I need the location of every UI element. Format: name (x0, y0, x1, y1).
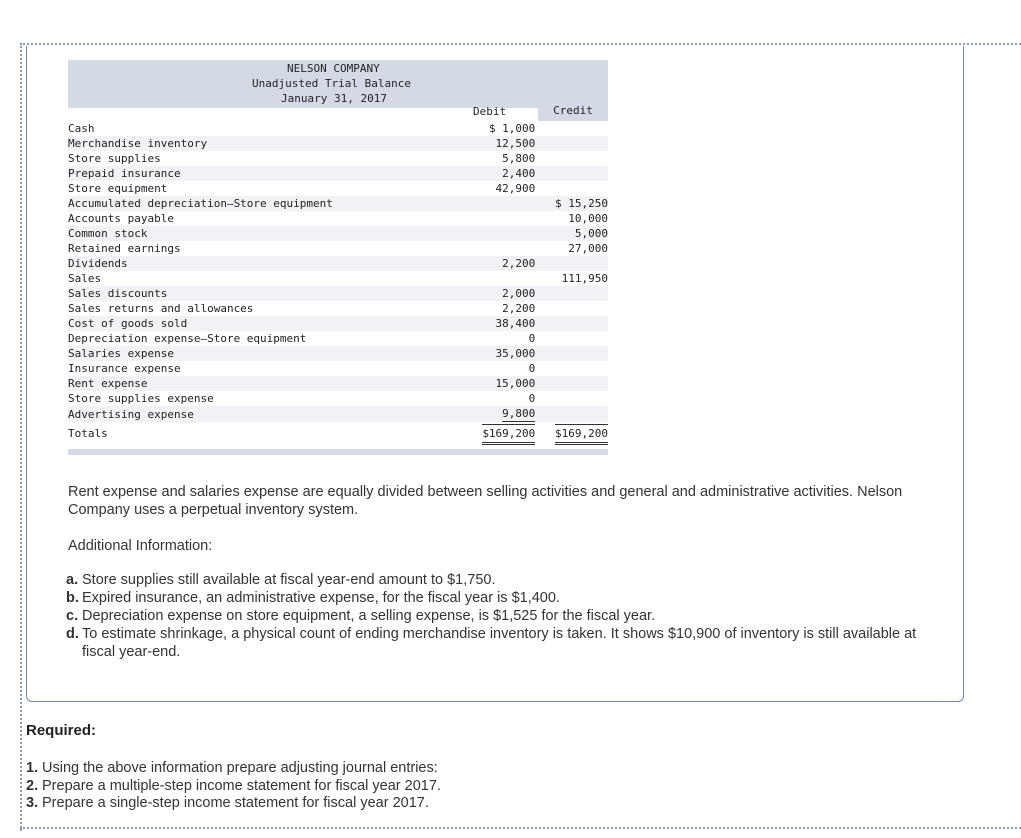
total-credit: $169,200 (555, 424, 608, 445)
list-item-text: To estimate shrinkage, a physical count of ending merchandise inventory is taken. It shows $10,900 of inventory is still available at fiscal year-end. (82, 626, 917, 660)
table-row (68, 391, 608, 406)
credit-amount: $ 15,250 (535, 196, 608, 211)
debit-header: Debit (473, 105, 507, 118)
required-heading: Required: (26, 722, 97, 739)
table-row (68, 361, 608, 376)
account-name: Merchandise inventory (68, 136, 442, 151)
debit-amount: 38,400 (442, 316, 535, 331)
list-item (66, 625, 926, 661)
credit-amount (535, 166, 608, 181)
account-name: Sales returns and allowances (68, 301, 442, 316)
account-name: Store supplies (68, 151, 442, 166)
company-name: NELSON COMPANY (287, 62, 380, 75)
account-name: Dividends (68, 256, 442, 271)
credit-amount: 10,000 (535, 211, 608, 226)
question-border-left (20, 43, 22, 831)
debit-amount: 2,000 (442, 286, 535, 301)
total-credit-cell (535, 422, 608, 446)
column-headers (68, 104, 608, 121)
debit-amount: 42,900 (442, 181, 535, 196)
account-name: Sales (68, 271, 442, 286)
table-row (68, 196, 608, 211)
question-border-top (20, 43, 1021, 45)
debit-amount: 12,500 (442, 136, 535, 151)
trial-balance (68, 60, 608, 455)
required-item-text: Using the above information prepare adjusting journal entries: (42, 760, 438, 776)
credit-amount (535, 346, 608, 361)
debit-amount: 0 (442, 331, 535, 346)
debit-amount (442, 196, 535, 211)
credit-amount: 111,950 (535, 271, 608, 286)
list-item-text: Depreciation expense on store equipment, a selling expense, is $1,525 for the fiscal year. (82, 608, 656, 624)
debit-amount (442, 241, 535, 256)
credit-amount (535, 181, 608, 196)
credit-amount (535, 136, 608, 151)
trial-balance-footer-bar (68, 449, 608, 455)
credit-amount (535, 286, 608, 301)
table-row (68, 166, 608, 181)
credit-header-cell (538, 100, 608, 121)
table-row (68, 331, 608, 346)
total-debit-cell (442, 422, 535, 446)
credit-amount (535, 391, 608, 406)
debit-amount: 35,000 (442, 346, 535, 361)
account-name: Depreciation expense—Store equipment (68, 331, 442, 346)
table-row (68, 256, 608, 271)
account-name: Cash (68, 121, 442, 136)
table-row (68, 151, 608, 166)
credit-amount (535, 151, 608, 166)
debit-amount: 2,200 (442, 256, 535, 271)
credit-amount (535, 256, 608, 271)
required-list (26, 760, 726, 813)
totals-row (68, 422, 608, 446)
debit-amount: 2,400 (442, 166, 535, 181)
table-row (68, 211, 608, 226)
required-item-text: Prepare a multiple-step income statement for fiscal year 2017. (42, 777, 441, 794)
list-item-label: c. (66, 608, 79, 624)
list-item-label: d. (66, 626, 79, 642)
credit-amount: 27,000 (535, 241, 608, 256)
account-name: Salaries expense (68, 346, 442, 361)
credit-amount (535, 376, 608, 391)
table-row (68, 241, 608, 256)
statement-title: Unadjusted Trial Balance (252, 77, 411, 90)
required-item (26, 795, 726, 813)
statement-date: January 31, 2017 (281, 92, 387, 105)
table-row (68, 271, 608, 286)
table-row (68, 181, 608, 196)
list-item (66, 589, 926, 607)
table-row (68, 346, 608, 361)
required-item (26, 778, 726, 796)
trial-balance-table (68, 121, 608, 446)
account-name: Advertising expense (68, 406, 442, 422)
intro-paragraph: Rent expense and salaries expense are equally divided between selling activities and general and administrative activities. Nelson Company uses a perpetual inventory system. (68, 484, 903, 518)
table-row (68, 316, 608, 331)
debit-amount: $ 1,000 (442, 121, 535, 136)
credit-amount (535, 406, 608, 422)
debit-amount-text: 9,800 (502, 407, 536, 420)
additional-info-heading: Additional Information: (68, 538, 213, 554)
account-name: Retained earnings (68, 241, 442, 256)
credit-header: Credit (553, 104, 593, 117)
debit-amount (442, 211, 535, 226)
credit-amount (535, 361, 608, 376)
required-item-number: 2. (26, 777, 39, 794)
list-item-label: b. (66, 590, 79, 606)
account-name: Common stock (68, 226, 442, 241)
debit-amount: 5,800 (442, 151, 535, 166)
credit-amount (535, 316, 608, 331)
account-name: Insurance expense (68, 361, 442, 376)
table-row (68, 121, 608, 136)
account-name: Accumulated depreciation—Store equipment (68, 196, 442, 211)
required-item (26, 760, 726, 778)
question-border-bottom (20, 827, 1021, 829)
credit-amount (535, 301, 608, 316)
list-item-text: Store supplies still available at fiscal year-end amount to $1,750. (82, 572, 496, 588)
list-item-label: a. (66, 572, 79, 588)
table-row (68, 136, 608, 151)
totals-label: Totals (68, 422, 442, 446)
credit-amount (535, 331, 608, 346)
account-name: Store supplies expense (68, 391, 442, 406)
credit-amount (535, 121, 608, 136)
table-row (68, 406, 608, 422)
credit-amount: 5,000 (535, 226, 608, 241)
table-row (68, 301, 608, 316)
list-item (66, 607, 926, 625)
debit-amount (442, 271, 535, 286)
account-name: Accounts payable (68, 211, 442, 226)
debit-amount (442, 226, 535, 241)
table-row (68, 376, 608, 391)
list-item (66, 571, 926, 589)
debit-amount: 2,200 (442, 301, 535, 316)
list-item-text: Expired insurance, an administrative expense, for the fiscal year is $1,400. (82, 590, 560, 606)
account-name: Rent expense (68, 376, 442, 391)
account-name: Prepaid insurance (68, 166, 442, 181)
table-row (68, 226, 608, 241)
table-row (68, 286, 608, 301)
debit-amount: 0 (442, 391, 535, 406)
account-name: Cost of goods sold (68, 316, 442, 331)
required-item-number: 1. (26, 760, 39, 776)
additional-info-list (66, 571, 926, 661)
account-name: Store equipment (68, 181, 442, 196)
account-name: Sales discounts (68, 286, 442, 301)
debit-amount (442, 406, 535, 422)
debit-amount: 0 (442, 361, 535, 376)
required-item-number: 3. (26, 795, 39, 811)
required-item-text: Prepare a single-step income statement for fiscal year 2017. (42, 795, 429, 811)
total-debit: $169,200 (482, 424, 535, 445)
trial-balance-header (68, 60, 608, 108)
debit-amount: 15,000 (442, 376, 535, 391)
